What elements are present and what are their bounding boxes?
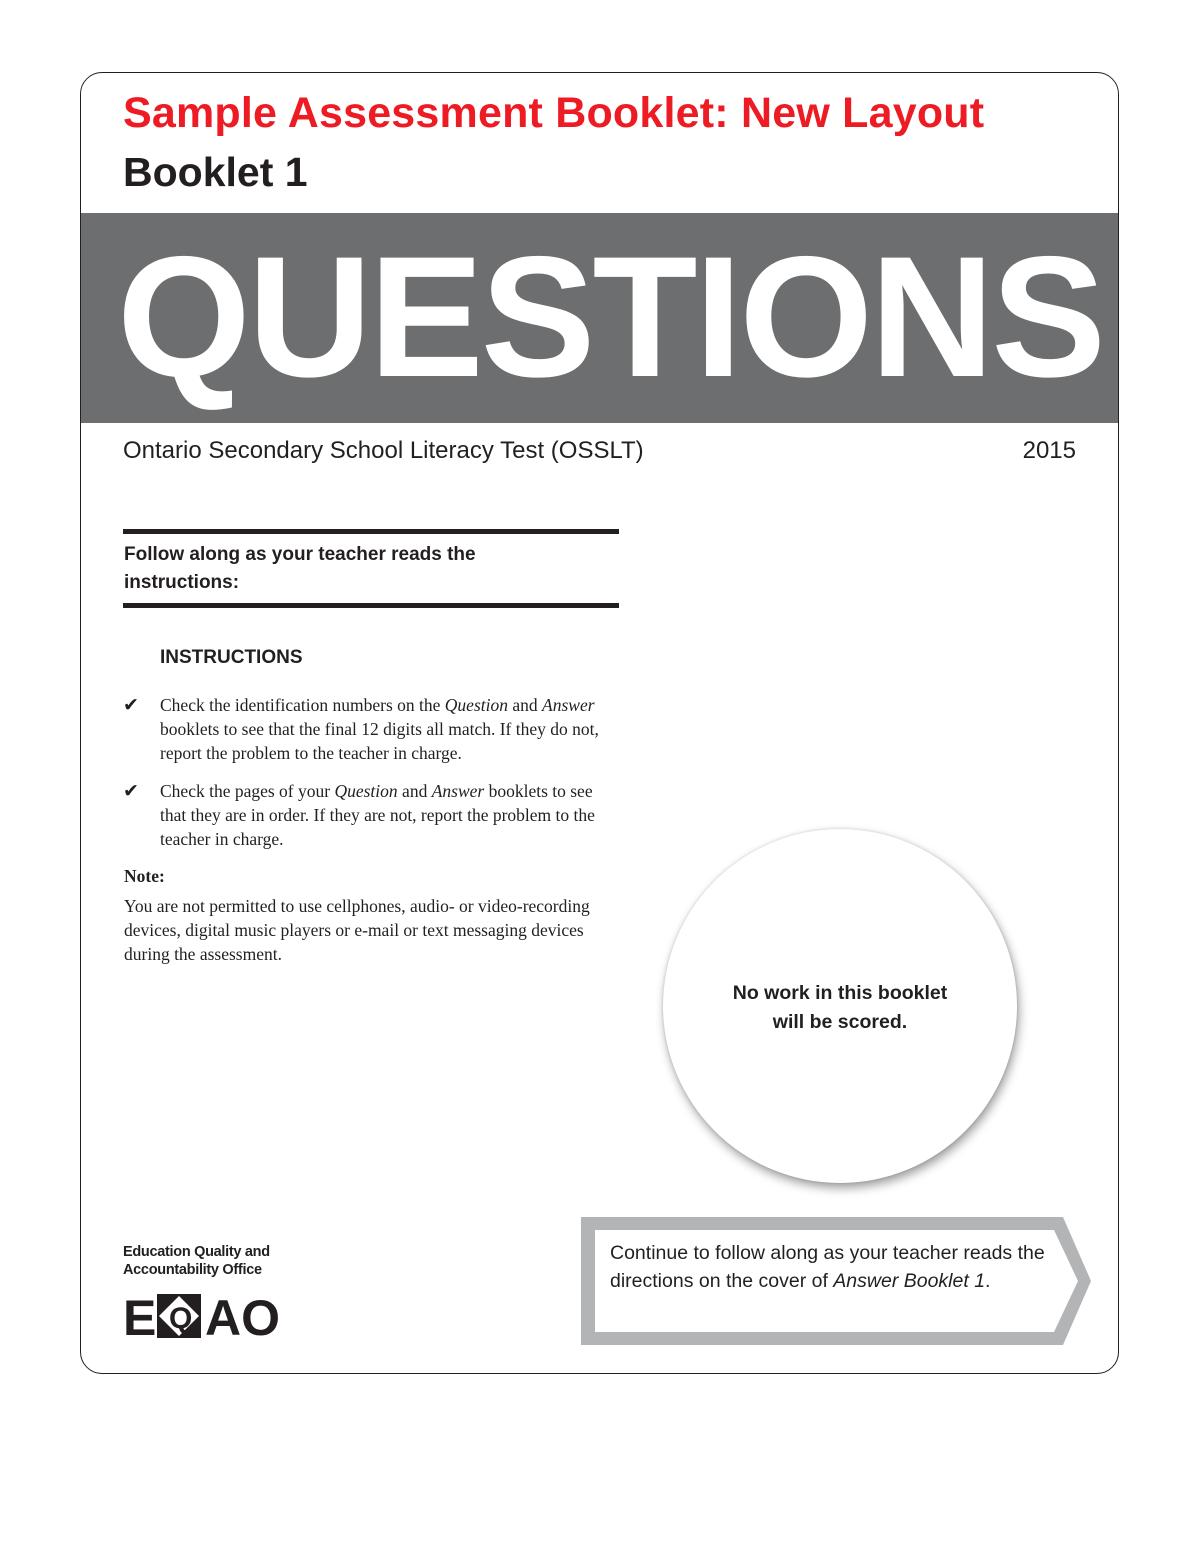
not-scored-text: No work in this booklet will be scored.	[732, 982, 948, 1033]
instruction-item: ✔ Check the identification numbers on the Question and Answer booklets to see that the final 12 digits all match. If they do not, report the problem to the teacher in charge.	[123, 694, 599, 763]
checkmark-icon: ✔	[123, 780, 139, 802]
questions-banner	[81, 213, 1118, 423]
not-scored-circle	[663, 829, 1017, 1183]
checkmark-icon: ✔	[123, 694, 139, 716]
note-text: You are not permitted to use cellphones, audio- or video-recording devices, digital music players or e-mail or text messaging devices during the assessment.	[124, 896, 590, 964]
bottom-divider	[123, 603, 619, 608]
follow-along-text: Follow along as your teacher reads the instructions:	[124, 544, 476, 593]
test-name: Ontario Secondary School Literacy Test (OSSLT)	[123, 437, 644, 464]
banner-text: QUESTIONS	[117, 221, 1104, 413]
booklet-cover	[80, 72, 1119, 1374]
booklet-number: Booklet 1	[123, 149, 308, 195]
booklet-title: Sample Assessment Booklet: New Layout	[123, 89, 985, 137]
top-divider	[123, 529, 619, 534]
svg-text:Q: Q	[169, 1302, 193, 1335]
test-year: 2015	[1022, 437, 1076, 464]
svg-text:E: E	[123, 1290, 157, 1345]
svg-text:AO: AO	[205, 1290, 280, 1345]
eqao-caption: Education Quality and Accountability Office	[123, 1244, 270, 1278]
instructions-heading: INSTRUCTIONS	[160, 647, 303, 668]
instruction-item: ✔ Check the pages of your Question and Answer booklets to see that they are in order. If they are not, report the problem to the teacher in charge.	[123, 780, 595, 849]
note-label: Note:	[124, 866, 165, 886]
eqao-logo	[123, 1285, 313, 1345]
continue-instructions: Continue to follow along as your teacher reads the directions on the cover of Answer Booklet 1.	[610, 1242, 1045, 1292]
